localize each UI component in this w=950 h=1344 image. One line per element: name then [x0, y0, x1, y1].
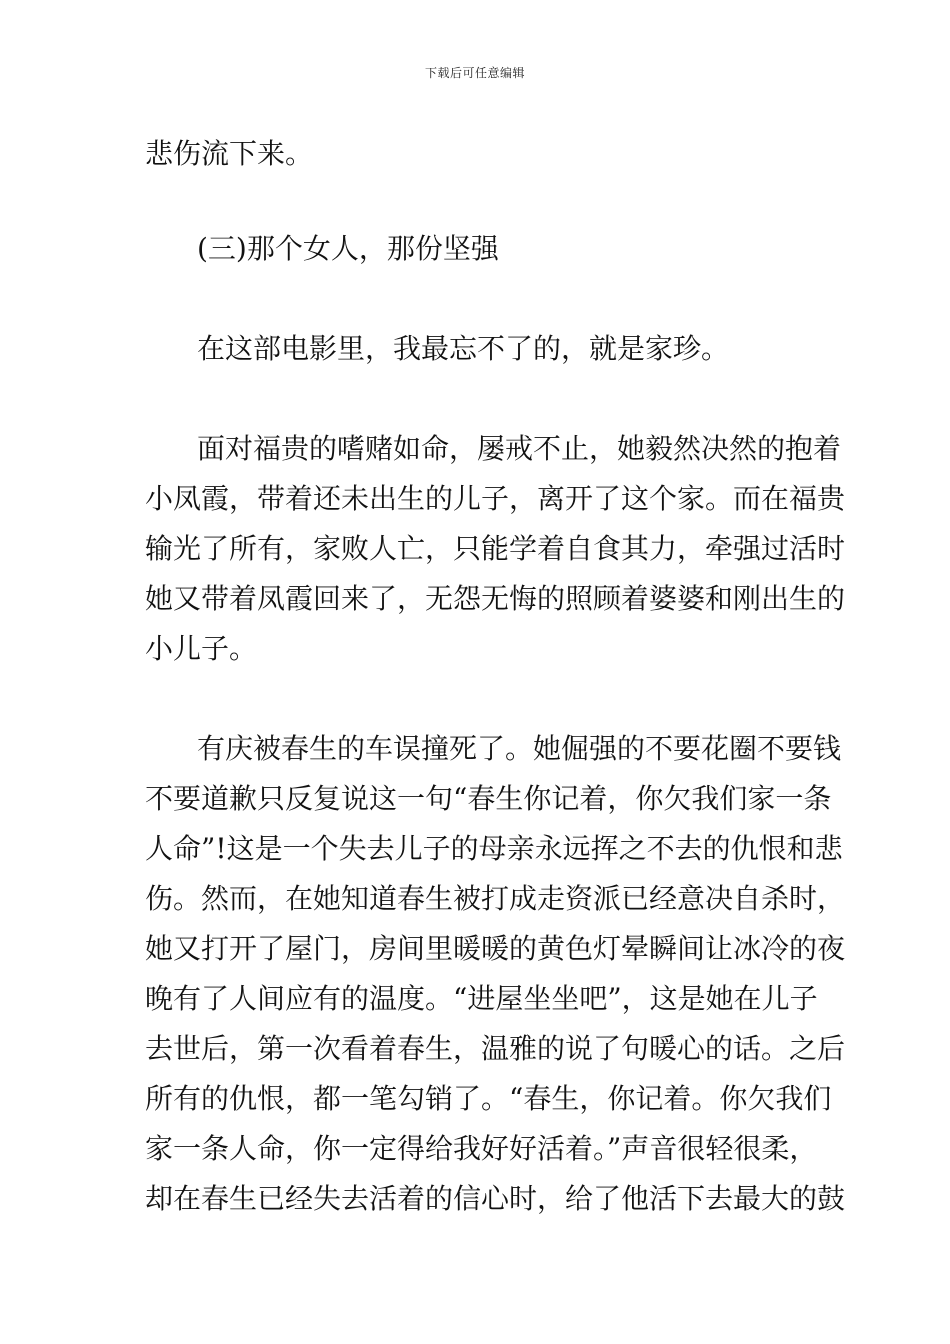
paragraph-line: 面对福贵的嗜赌如命，屡戒不止，她毅然决然的抱着 [197, 432, 842, 465]
paragraph-line: 晚有了人间应有的温度。“进屋坐坐吧”，这是她在儿子 [145, 982, 818, 1015]
paragraph-line: 输光了所有，家败人亡，只能学着自食其力，牵强过活时 [145, 532, 846, 565]
paragraph-line: 有庆被春生的车误撞死了。她倔强的不要花圈不要钱 [197, 732, 842, 765]
paragraph-line: 伤。然而，在她知道春生被打成走资派已经意决自杀时， [145, 882, 846, 915]
page-header: 下载后可任意编辑 [424, 66, 525, 80]
paragraph-line: 小凤霞，带着还未出生的儿子，离开了这个家。而在福贵 [145, 482, 846, 515]
body-line: 悲伤流下来。 [145, 137, 314, 170]
section-heading: (三)那个女人，那份坚强 [197, 232, 499, 265]
paragraph-line: 她又带着凤霞回来了，无怨无悔的照顾着婆婆和刚出生的 [145, 582, 846, 615]
paragraph-line: 人命”!这是一个失去儿子的母亲永远挥之不去的仇恨和悲 [145, 832, 843, 865]
paragraph-line: 所有的仇恨，都一笔勾销了。“春生，你记着。你欠我们 [145, 1082, 832, 1115]
paragraph-line: 去世后，第一次看着春生，温雅的说了句暖心的话。之后 [145, 1032, 846, 1065]
paragraph-line: 她又打开了屋门，房间里暖暖的黄色灯晕瞬间让冰冷的夜 [145, 932, 846, 965]
paragraph-line: 不要道歉只反复说这一句“春生你记着，你欠我们家一条 [145, 782, 832, 815]
paragraph-line: 小儿子。 [145, 632, 258, 665]
paragraph-line: 却在春生已经失去活着的信心时，给了他活下去最大的鼓 [145, 1182, 846, 1215]
paragraph-line: 在这部电影里，我最忘不了的，就是家珍。 [197, 332, 730, 365]
paragraph-line: 家一条人命，你一定得给我好好活着。”声音很轻很柔， [145, 1132, 818, 1165]
